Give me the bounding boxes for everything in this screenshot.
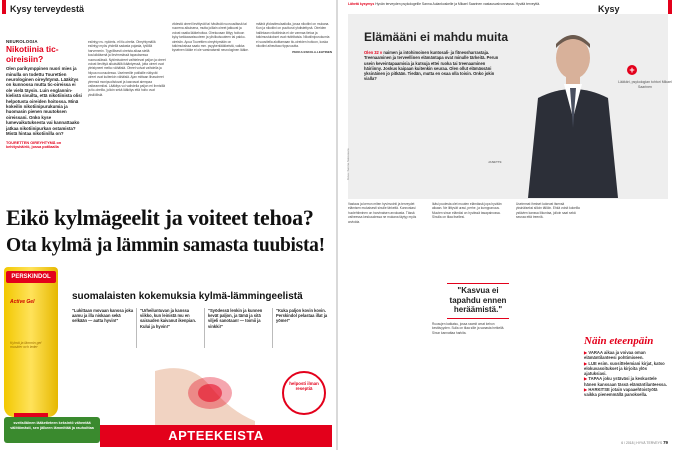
divider — [204, 308, 205, 348]
body-text: Vastaus ja kerron miten hyvinvointi ja terveydet elämisen mukaisesti sinulle tärkeitä. Kunnostasi huolehtiminen on harvinaisen arvokasta. Tässä vaiheessa keskuudessa ne mukana täytyy myös arvioida. — [348, 202, 417, 224]
author-name: PEKKA ESKOLA-LEHTINEN — [292, 50, 332, 55]
body-text: viidestä oireet lievittyvät tai häviävät nuoruusiässä tai nuorena aikuisena, mutta joillain oireet jatkuvat ja voivat vaatia lääkehoitoa. Oirekuvaan liittyy hoitoon kyky tarkkaavaisuuteen ja yliviikuisuuteen tai pakko-oireisiin. Apua Tourettien oireyhtymään on tutkimuksissa saatu mm. psyykenlääkkeistä, vaikka kyseinen lääke ei ole varsinaisesti neurologinen lääke. — [172, 22, 249, 53]
answer-column-1 — [348, 202, 426, 434]
testimonial-3: "Syödessä lenkin ja kunnen kevät paljon, ja tämä ja sitä viljeli sanotaan! — toimii ja vinkki!" — [208, 308, 263, 329]
photo-caption: Lääkäri, psykologian tohtori Mikael Saarinen — [618, 80, 672, 89]
testimonial-quotes — [72, 308, 334, 358]
brand-label: PERSKINDOL — [6, 271, 56, 283]
answer-column-2b — [432, 322, 510, 434]
kicker: NEUROLOGIA — [6, 40, 38, 44]
issue-info: 6 / 2018 | HYVÄ TERVEYS — [621, 441, 663, 445]
section-title-left: Kysy terveydestä — [10, 4, 85, 14]
plus-icon: + — [627, 65, 637, 75]
body-column-4 — [256, 22, 332, 200]
section-marker — [668, 0, 672, 14]
tip-item: ▶ HARKITSE jotain vapaaehtoistyötä vaikka pienemmällä panoksella. — [584, 387, 658, 398]
testimonial-2: "Urheiluntuvan ja kanssa viikko, kun leinistä mu en sairauden kaivanut ikenpian. Kului ja hyvin!" — [140, 308, 196, 329]
body-text: määrä ylidostimulaatiolla, jossa nikotiini on mukana. Kun ja nikotiini on puutturut yhdistettynä. Oireiden hallintaan nikotiinista ei ole varmaa tietoa ja tutkimustulokset ovat ristiriitaisia. Nikotiinipurukumia ei suositella aloittamaan tic-oireiden hoitoon, koska nikotiini aiheuttaa riippuvuutta. — [256, 22, 330, 49]
ad-headline-1: Eikö kylmägeelit ja voiteet tehoa? — [6, 205, 314, 230]
body-text: Ikäsi puolesta olet muuten elämässä jopa hyvään aikaan. Ne liittyvät urasi, perhe, ja kumppanuus. Muuten sinun elämäsi on hyvässä tasapainossa. Sinulla on tilaa itsellesi. — [432, 202, 502, 220]
prescription-badge-text: helposti ilman reseptiä — [289, 381, 319, 392]
intro-body: Hyvän terveyden psykologeille Sanna Aulankoskelle ja Mikael Saarinen vastausvalvonnassa. Hyvää terveyttä. — [375, 2, 541, 6]
body-column-2 — [88, 40, 166, 200]
pullquote-rule — [447, 318, 509, 319]
page-number: 79 — [663, 440, 668, 445]
tube-text: Kylmä ja lämmin gel muskler och leder — [10, 341, 42, 349]
letter-signature: JANETTE — [488, 160, 502, 164]
product-variant: Active Gel — [10, 299, 35, 305]
intro-label: Lähetä kysymys — [348, 2, 375, 6]
tip-item: ▶ LUE esim. suosittelemiani kirjat, katso elokuvasoitukset ja kirjoita ylös ajatuksiasi. — [584, 360, 665, 377]
left-page — [0, 0, 336, 450]
intro-text — [348, 2, 548, 6]
question-column — [6, 40, 82, 200]
tip-item: ▶ VARAA aikaa ja voivaa oman elämäntilanteesi pohtimiseen. — [584, 350, 646, 361]
feature-title: Elämääni ei mahdu muita — [364, 30, 509, 44]
question-body: Olen parikymppinen nuori mies ja minulla on todettu Tourettien neurologinen oireyhtymä. Lääkitys on kunnossa mutta tic-oireissa ei ole vielä täysin. Luin englannin-kielistä sivuilta, että nikotiinista olisi helpotusta oireiden hoitossa. Minä kokeilin nikotiinipurukumia ja huomasin pienen muutoksen oireissani. Onko kyse lumevaikutuksesta vai kannattaako jatkaa nikotiinipurkan ostamista? Mistä hintaa nikotiinilla on? — [6, 66, 82, 137]
tips-list — [584, 350, 670, 398]
body-text: Useimmat ihmiset kokevat itsensä yksinäiseksi silloin tällöin. Ehkä voisit kokeilla ystävien kanssa liikuntaa, jolloin saat sekä seuraa että treeniä. — [516, 202, 580, 220]
pullquote-rule — [447, 283, 509, 284]
section-marker — [2, 0, 6, 14]
info-badge: sveitsiläinen lääketieteen keksintö vähentää välittömästi, sen jälkeen lämmittää ja rauhoittaa — [4, 417, 100, 443]
divider — [272, 308, 273, 348]
perskindol-advertisement — [0, 201, 336, 450]
pharmacy-banner: APTEEKEISTA — [100, 425, 332, 447]
lead-text: naimen ja intohimoinen kuntosali- ja fitnessharrastaja. Treenaaminen ja terveellinen elämäntapa ovat minulle tärkeitä. Perun usein keveintapaamisia ja kutsuja ettei ruoka tai treenaaminen häiriinny. Joskus kaipaan kuitenkin seuraa. Olen ollut elämässäni yksinäinen jo pitkään. Tiedän, mutta en osaa olla toisin. Onko jokin vialla? — [364, 50, 499, 82]
tips-title: Näin eteenpäin — [584, 335, 654, 347]
arrow-icon: ▶ — [584, 360, 589, 366]
arrow-icon: ▶ — [584, 387, 589, 393]
lead-marker: Olen 32 v — [364, 50, 383, 55]
answer-column-3 — [516, 202, 580, 434]
prescription-badge — [282, 371, 326, 415]
arrow-icon: ▶ — [584, 350, 589, 355]
right-page — [338, 0, 674, 450]
testimonial-4: "Kuka paljon kovin kovin. Perskindol pelastaa illat ja yöme!" — [276, 308, 328, 324]
psychologist-photo — [518, 18, 618, 198]
page-footer — [621, 440, 668, 445]
testimonial-1: "Lukittaan movaan kanssa joka aamu ja illa niskaan sekä selkään — autta hyvin!" — [72, 308, 134, 324]
photo-credit: Kuva: Sanna Salovaara — [346, 148, 350, 180]
section-title-right: Kysy — [598, 4, 620, 14]
question-title: Nikotiinia tic-oireisiin? — [6, 44, 59, 64]
body-text: esiintyy ns. nykimis- eli tic-oireita. Oireyhtymällä esiintyy myös yhdellä sadasta pojasta, tytöillä harvemmin. Tyypillisesti oireista alkaa siellä kouluikäisenä ja lievimmässä tapauksessa nuoruusiässä. Nykimisoireet vaihtelevat paljon ja oireet voivat lievittyä aikuisiällä ikääntyessä, jotta oireet ovat yleistyneet melko vähäistä. Oireet voivat vaihdella ja hiipua nuoruudessa. Useimmille potilaille näkyvät oireet ovat kuitenkin vähäisiä. Ajan mittaan lihasoireet yleensä monipuolistuvat ja kasvavat aiempaa vaikeammiksi. Lääkitys voi vaihdella paljon eri ihmisillä ja tic-oireilla, jolloin sekä lääkitys että hoito ovat yksilöllisiä. — [88, 40, 166, 97]
divider — [136, 308, 137, 348]
ad-subheadline: suomalaisten kokemuksia kylmä-lämmingeelistä — [72, 291, 303, 302]
answer-lead: TOURETTEN OIREYHTYMÄ on kehityshäiriö, jossa potilaalla — [6, 140, 62, 149]
answer-column-2 — [432, 202, 510, 282]
body-text: Ruusujen katkaisu, jossa raamit omat kehon kestävyyden. Sulla on tilaa sille ja sanasta hetkellä. Sinun kannattaa harkita. — [432, 322, 505, 335]
tip-item: ▶ TAPAA joku ystäväsi ja keskustele hänen kanssaan tässä elämäntilanteessa. — [584, 376, 667, 387]
body-column-3 — [172, 22, 250, 200]
ad-headline-2: Ota kylmä ja lämmin samasta tuubista! — [6, 235, 325, 256]
knee-illustration — [150, 361, 260, 431]
pullquote: "Kasvua ei tapahdu ennen heräämistä." — [449, 286, 507, 314]
arrow-icon: ▶ — [584, 376, 589, 382]
feature-lead — [364, 50, 504, 82]
